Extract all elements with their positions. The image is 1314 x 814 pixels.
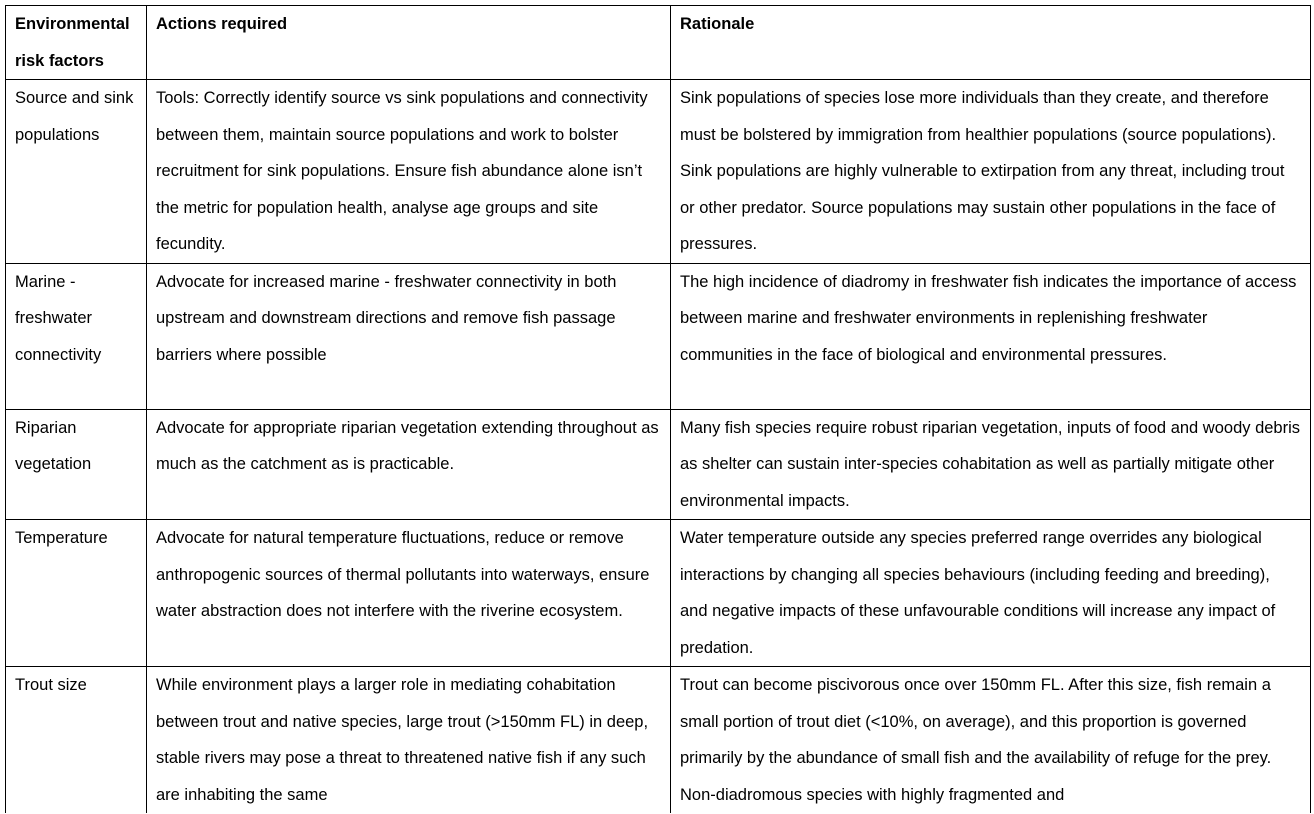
header-environmental-risk-factors: Environmental risk factors [6, 6, 147, 80]
rationale-cell [671, 667, 1311, 813]
risk-factor-cell [6, 667, 147, 813]
header-rationale: Rationale [671, 6, 1311, 80]
actions-cell: Advocate for increased marine - freshwater connectivity in both upstream and downstream directions and remove fish passage barriers where possible [147, 263, 671, 409]
table-row [6, 520, 1311, 667]
risk-factors-table [5, 5, 1311, 813]
rationale-text: Trout can become piscivorous once over 150mm FL. After this size, fish remain a small portion of trout diet (<10%, on average), and this proportion is governed primarily by the abundance of small fish and the availability of refuge for the prey. Non-diadromous species with highly fragmented and [680, 676, 1272, 804]
rationale-cell: The high incidence of diadromy in freshwater fish indicates the importance of access between marine and freshwater environments in replenishing freshwater communities in the face of biological and environmental pressures. [671, 263, 1311, 409]
rationale-cell: Sink populations of species lose more individuals than they create, and therefore must be bolstered by immigration from healthier populations (source populations). Sink populations are highly vulnerable to extirpation from any threat, including trout or other predator. Source populations may sustain other populations in the face of pressures. [671, 80, 1311, 264]
actions-text: While environment plays a larger role in mediating cohabitation between trout and native species, large trout (>150mm FL) in deep, stable rivers may pose a threat to threatened native fish if any such are inhabiting the same [156, 676, 649, 804]
risk-factor-cell: Source and sink populations [6, 80, 147, 264]
header-actions-required: Actions required [147, 6, 671, 80]
actions-cell: Advocate for appropriate riparian vegetation extending throughout as much as the catchment as is practicable. [147, 409, 671, 520]
rationale-cell: Many fish species require robust riparian vegetation, inputs of food and woody debris as shelter can sustain inter-species cohabitation as well as partially mitigate other environmental impacts. [671, 409, 1311, 520]
table-row [6, 667, 1311, 813]
table-header-row [6, 6, 1311, 80]
table-row [6, 409, 1311, 520]
risk-factor-cell: Marine - freshwater connectivity [6, 263, 147, 409]
table-row [6, 263, 1311, 409]
table-row [6, 80, 1311, 264]
actions-cell: Advocate for natural temperature fluctuations, reduce or remove anthropogenic sources of thermal pollutants into waterways, ensure water abstraction does not interfere with the riverine ecosystem. [147, 520, 671, 667]
risk-factor-text: Trout size [15, 676, 87, 694]
actions-cell: Tools: Correctly identify source vs sink populations and connectivity between them, maintain source populations and work to bolster recruitment for sink populations. Ensure fish abundance alone isn’t the metric for population health, analyse age groups and site fecundity. [147, 80, 671, 264]
actions-cell [147, 667, 671, 813]
risk-factor-cell: Temperature [6, 520, 147, 667]
rationale-cell: Water temperature outside any species preferred range overrides any biological interactions by changing all species behaviours (including feeding and breeding), and negative impacts of these unfavourable conditions will increase any impact of predation. [671, 520, 1311, 667]
risk-factor-cell: Riparian vegetation [6, 409, 147, 520]
